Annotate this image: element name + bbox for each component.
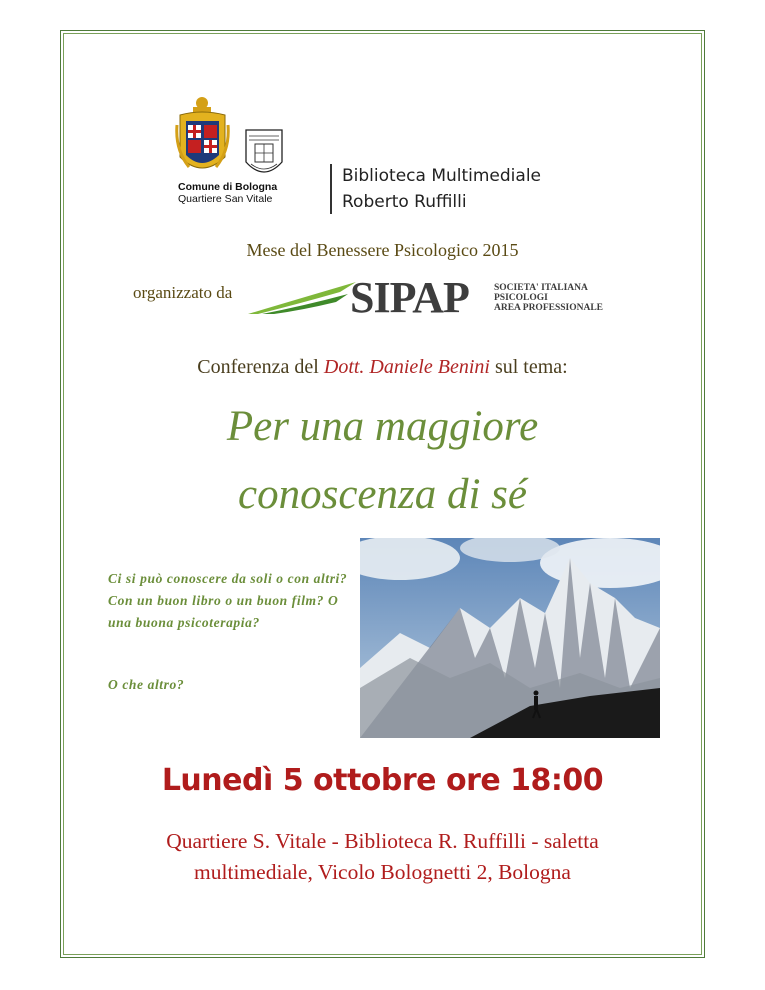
conference-prefix: Conferenza del bbox=[197, 356, 319, 378]
sipap-sub-line3: AREA PROFESSIONALE bbox=[494, 303, 604, 313]
conference-line bbox=[0, 356, 765, 379]
quartiere-seal-icon bbox=[243, 128, 285, 180]
sipap-sub-line2: PSICOLOGI bbox=[494, 293, 548, 303]
event-series: Mese del Benessere Psicologico 2015 bbox=[246, 240, 519, 260]
speaker-name: Dott. Daniele Benini bbox=[323, 356, 490, 378]
location-line1: Quartiere S. Vitale - Biblioteca R. Ruffilli - saletta bbox=[166, 829, 599, 853]
library-line2: Roberto Ruffilli bbox=[342, 192, 467, 212]
event-date: Lunedì 5 ottobre ore 18:00 bbox=[161, 763, 604, 798]
intro-question: Ci si può conoscere da soli o con altri? Con un buon libro o un buon film? O una buona psicoterapia? bbox=[108, 571, 348, 630]
talk-title-line1: Per una maggiore bbox=[226, 403, 539, 450]
conference-suffix: sul tema: bbox=[494, 356, 568, 378]
library-name bbox=[342, 163, 541, 215]
sipap-swoosh-icon bbox=[248, 280, 358, 316]
comune-name: Comune di Bologna bbox=[178, 181, 278, 193]
organized-by-label: organizzato da bbox=[133, 283, 233, 302]
location-line2: multimediale, Vicolo Bolognetti 2, Bologna bbox=[194, 860, 571, 884]
bologna-crest-icon bbox=[175, 95, 230, 180]
divider bbox=[330, 164, 332, 214]
library-line1: Biblioteca Multimediale bbox=[342, 166, 542, 186]
sipap-logo-subtitle bbox=[494, 283, 603, 313]
comune-logo-text bbox=[178, 181, 277, 205]
intro-question-2: O che altro? bbox=[108, 677, 185, 692]
sipap-logo-name: SIPAP bbox=[350, 273, 469, 322]
quartiere-name: Quartiere San Vitale bbox=[178, 193, 273, 205]
sipap-sub-line1: SOCIETA' ITALIANA bbox=[494, 283, 588, 293]
event-location bbox=[0, 826, 765, 888]
talk-title-line2: conoscenza di sé bbox=[238, 471, 527, 518]
mountain-photo bbox=[360, 538, 660, 738]
